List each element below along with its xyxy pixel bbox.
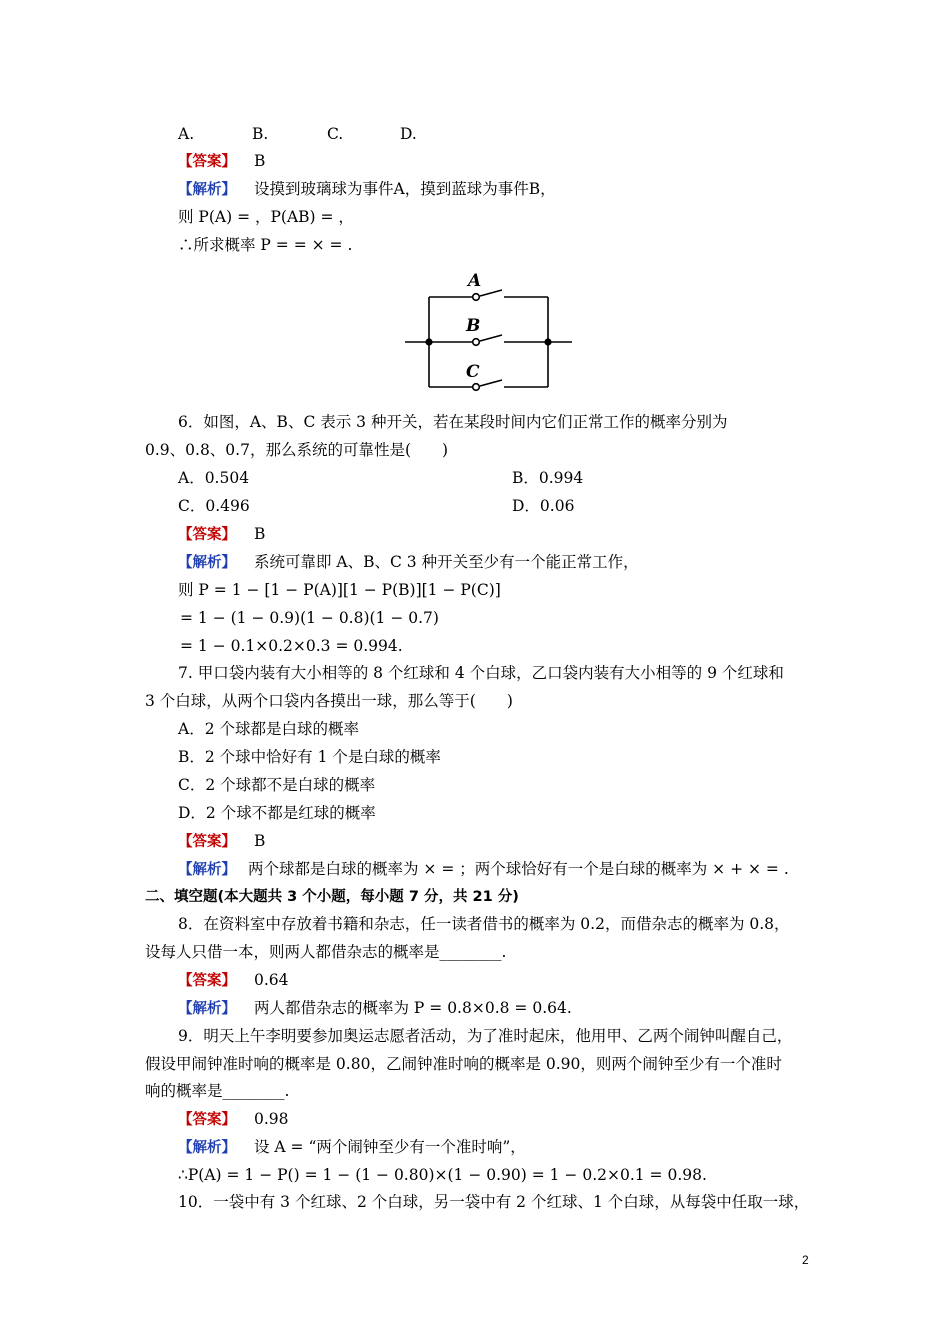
q6-analysis-line-3: = 1 − (1 − 0.9)(1 − 0.8)(1 − 0.7) <box>180 609 439 627</box>
q7-answer-row <box>178 831 265 852</box>
q6-option-c: C．0.496 <box>178 497 250 515</box>
analysis-label: 【解析】 <box>178 555 236 571</box>
q6-option-b: B．0.994 <box>512 469 584 487</box>
q7-analysis: 两个球都是白球的概率为 × = ；两个球恰好有一个是白球的概率为 × + × = . <box>248 860 789 878</box>
switch-b-label: B <box>466 316 481 336</box>
q9-stem-line-1: 9．明天上午李明要参加奥运志愿者活动，为了准时起床，他用甲、乙两个闹钟叫醒自己， <box>178 1027 793 1045</box>
answer-label: 【答案】 <box>178 154 236 170</box>
answer-label: 【答案】 <box>178 834 236 850</box>
q6-option-a: A．0.504 <box>178 469 250 487</box>
q8-analysis: 两人都借杂志的概率为 P = 0.8×0.8 = 0.64. <box>254 999 572 1017</box>
q7-analysis-row <box>178 859 789 880</box>
q6-answer-row <box>178 524 265 545</box>
q9-stem-line-2: 假设甲闹钟准时响的概率是 0.80，乙闹钟准时响的概率是 0.90，则两个闹钟至少有一个准时 <box>145 1055 782 1073</box>
q7-answer: B <box>254 832 266 850</box>
switch-a-label: A <box>468 271 482 291</box>
circuit-diagram <box>400 264 580 394</box>
q6-analysis-line-4: = 1 − 0.1×0.2×0.3 = 0.994. <box>180 637 403 655</box>
q8-analysis-row <box>178 998 572 1019</box>
q9-stem-line-3: 响的概率是________. <box>145 1082 290 1100</box>
q8-answer-row <box>178 970 289 991</box>
q6-analysis-line-2: 则 P = 1 − [1 − P(A)][1 − P(B)][1 − P(C)] <box>178 581 501 599</box>
q6-analysis-row <box>178 552 639 573</box>
answer-label: 【答案】 <box>178 527 236 543</box>
q9-analysis-row <box>178 1137 526 1158</box>
q5-analysis-row <box>178 179 556 200</box>
q6-option-d: D．0.06 <box>512 497 575 515</box>
q7-option-d: D．2 个球不都是红球的概率 <box>178 804 376 822</box>
analysis-label: 【解析】 <box>178 862 236 878</box>
option-d: D. <box>400 125 417 143</box>
q6-answer: B <box>254 525 266 543</box>
option-c: C. <box>327 125 344 143</box>
section-2-heading: 二、填空题(本大题共 3 个小题，每小题 7 分，共 21 分) <box>145 889 519 905</box>
q5-answer: B <box>254 152 266 170</box>
q7-stem-line-2: 3 个白球，从两个口袋内各摸出一球，那么等于( ) <box>145 692 513 710</box>
q8-answer: 0.64 <box>254 971 289 989</box>
option-a: A. <box>178 125 195 143</box>
q7-option-b: B．2 个球中恰好有 1 个是白球的概率 <box>178 748 441 766</box>
q7-stem-line-1: 7. 甲口袋内装有大小相等的 8 个红球和 4 个白球，乙口袋内装有大小相等的 9 个红球和 <box>178 664 784 682</box>
q9-analysis-line-1: 设 A = “两个闹钟至少有一个准时响”， <box>254 1138 526 1156</box>
q8-stem-line-2: 设每人只借一本，则两人都借杂志的概率是________. <box>145 943 507 961</box>
analysis-label: 【解析】 <box>178 1001 236 1017</box>
q6-stem-line-2: 0.9、0.8、0.7，那么系统的可靠性是( ) <box>145 441 449 459</box>
q7-option-a: A．2 个球都是白球的概率 <box>178 720 359 738</box>
q8-stem-line-1: 8．在资料室中存放着书籍和杂志，任一读者借书的概率为 0.2，而借杂志的概率为 0.8， <box>178 915 790 933</box>
q5-analysis-line-2: 则 P(A) = ，P(AB) = ， <box>178 208 354 226</box>
answer-label: 【答案】 <box>178 973 236 989</box>
q7-option-c: C．2 个球都不是白球的概率 <box>178 776 376 794</box>
page-number: 2 <box>802 1253 809 1267</box>
answer-label: 【答案】 <box>178 1112 236 1128</box>
analysis-label: 【解析】 <box>178 1140 236 1156</box>
option-b: B. <box>252 125 269 143</box>
q6-stem-line-1: 6．如图，A、B、C 表示 3 种开关，若在某段时间内它们正常工作的概率分别为 <box>178 413 728 431</box>
q9-analysis-line-2: ∴P(A) = 1 − P() = 1 − (1 − 0.80)×(1 − 0.90) = 1 − 0.2×0.1 = 0.98. <box>178 1166 707 1184</box>
q10-stem-line-1: 10．一袋中有 3 个红球、2 个白球，另一袋中有 2 个红球、1 个白球，从每袋中任取一球， <box>178 1193 810 1211</box>
q6-analysis-line-1: 系统可靠即 A、B、C 3 种开关至少有一个能正常工作， <box>254 553 639 571</box>
analysis-label: 【解析】 <box>178 182 236 198</box>
q5-analysis-line-1: 设摸到玻璃球为事件A，摸到蓝球为事件B， <box>254 180 556 198</box>
q5-answer-row <box>178 151 265 172</box>
switch-c-label: C <box>466 362 480 382</box>
q5-analysis-line-3: ∴所求概率 P = = × = . <box>178 236 353 254</box>
q9-answer-row <box>178 1109 289 1130</box>
q9-answer: 0.98 <box>254 1110 289 1128</box>
